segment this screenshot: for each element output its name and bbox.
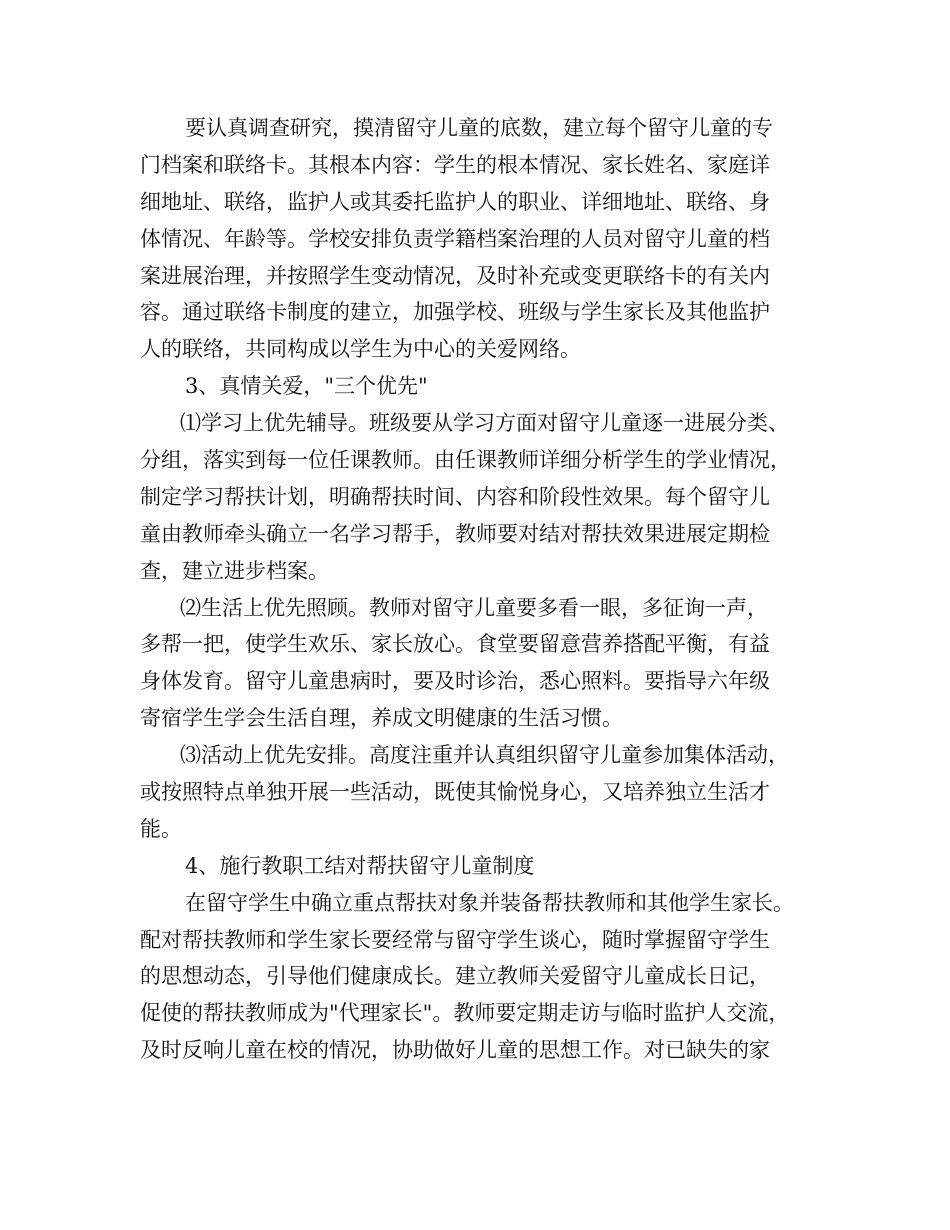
paragraph-line: 案进展治理，并按照学生变动情况，及时补充或变更联络卡的有关内 (140, 263, 770, 288)
paragraph-line: 要认真调查研究，摸清留守儿童的底数，建立每个留守儿童的专 (185, 116, 773, 140)
paragraph-line: 及时反响儿童在校的情况，协助做好儿童的思想工作。对已缺失的家 (140, 1038, 770, 1063)
paragraph-line: 制定学习帮扶计划，明确帮扶时间、内容和阶段性效果。每个留守儿 (140, 484, 770, 509)
section-heading: 4、施行教职工结对帮扶留守儿童制度 (185, 853, 535, 878)
paragraph-line: 人的联络，共同构成以学生为中心的关爱网络。 (140, 337, 581, 362)
paragraph-line: ⑴学习上优先辅导。班级要从学习方面对留守儿童逐一进展分类、 (180, 411, 789, 436)
paragraph-line: 在留守学生中确立重点帮扶对象并装备帮扶教师和其他学生家长。 (185, 890, 794, 915)
paragraph-line: ⑶活动上优先安排。高度注重并认真组织留守儿童参加集体活动， (180, 743, 789, 768)
paragraph-line: 或按照特点单独开展一些活动，既使其愉悦身心，又培养独立生活才 (140, 780, 770, 805)
paragraph-line: 促使的帮扶教师成为"代理家长"。教师要定期走访与临时监护人交流， (140, 1001, 790, 1026)
paragraph-line: 细地址、联络，监护人或其委托监护人的职业、详细地址、联络、身 (140, 189, 770, 214)
paragraph-line: 童由教师牵头确立一名学习帮手，教师要对结对帮扶效果进展定期检 (140, 521, 770, 546)
document-body (140, 110, 830, 1069)
paragraph-line: 的思想动态，引导他们健康成长。建立教师关爱留守儿童成长日记， (140, 964, 770, 989)
paragraph-line: ⑵生活上优先照顾。教师对留守儿童要多看一眼，多征询一声， (180, 595, 768, 620)
paragraph-line: 查，建立进步档案。 (140, 558, 329, 583)
paragraph-line: 配对帮扶教师和学生家长要经常与留守学生谈心，随时掌握留守学生 (140, 927, 770, 952)
paragraph-line: 身体发育。留守儿童患病时，要及时诊治，悉心照料。要指导六年级 (140, 669, 770, 694)
paragraph-line: 寄宿学生学会生活自理，养成文明健康的生活习惯。 (140, 706, 623, 731)
paragraph-line: 分组，落实到每一位任课教师。由任课教师详细分析学生的学业情况， (140, 448, 791, 473)
paragraph-line: 容。通过联络卡制度的建立，加强学校、班级与学生家长及其他监护 (140, 300, 770, 325)
paragraph-line: 能。 (140, 816, 182, 841)
paragraph-line: 体情况、年龄等。学校安排负责学籍档案治理的人员对留守儿童的档 (140, 226, 770, 251)
paragraph-line: 多帮一把，使学生欢乐、家长放心。食堂要留意营养搭配平衡，有益 (140, 632, 770, 657)
paragraph-line: 门档案和联络卡。其根本内容：学生的根本情况、家长姓名、家庭详 (140, 152, 770, 177)
section-heading: 3、真情关爱，"三个优先" (185, 374, 428, 399)
